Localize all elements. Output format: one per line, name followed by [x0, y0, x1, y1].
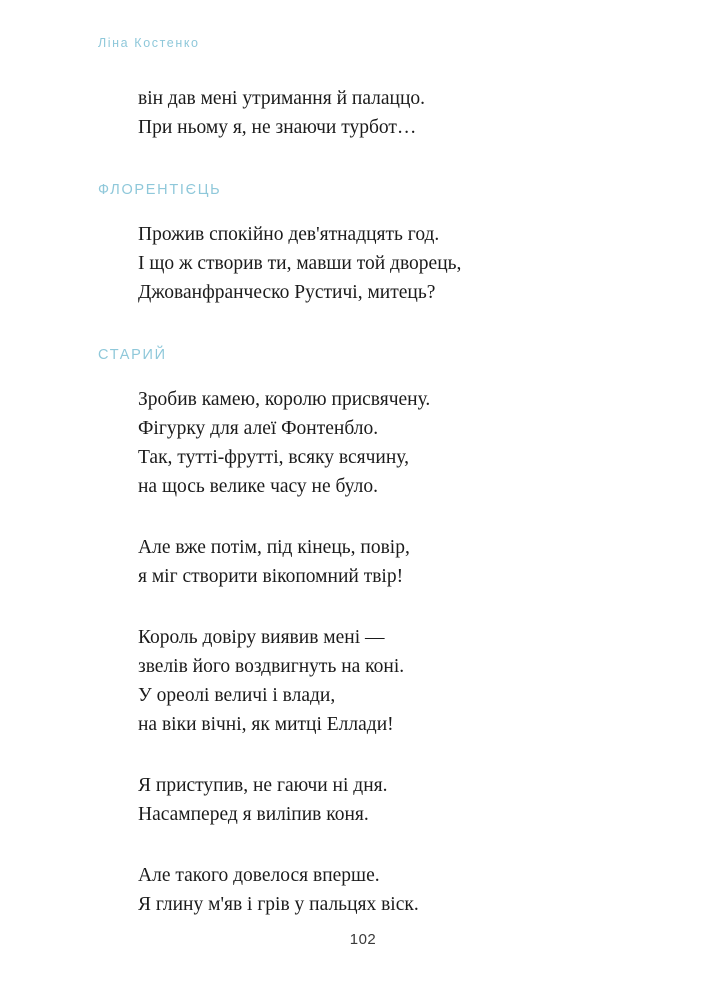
poem-line: Фігурку для алеї Фонтенбло.: [138, 418, 379, 439]
stanza: [98, 533, 618, 591]
poem-line: звелів його воздвигнуть на коні.: [138, 656, 405, 677]
spacer: [98, 333, 618, 347]
stanza: [98, 84, 618, 142]
poem-line: Так, тутті-фрутті, всяку всячину,: [138, 447, 409, 468]
poem-line: І що ж створив ти, мавши той дворець,: [138, 253, 462, 274]
poem-body: [98, 84, 618, 945]
poem-line: на віки вічні, як митці Еллади!: [138, 714, 394, 735]
poem-line: Король довіру виявив мені —: [138, 627, 385, 648]
poem-line: Але такого довелося вперше.: [138, 865, 380, 886]
page-number: 102: [349, 931, 377, 948]
stanza: [98, 861, 618, 919]
poem-line: Зробив камею, королю присвячену.: [138, 389, 431, 410]
poem-line: Я глину м'яв і грів у пальцях віск.: [138, 894, 419, 915]
poem-line: Але вже потім, під кінець, повір,: [138, 537, 410, 558]
speaker-label-staryi: СТАРИЙ: [98, 347, 167, 363]
running-head-author: Ліна Костенко: [98, 36, 200, 50]
poem-line: Джованфранческо Рустичі, митець?: [138, 282, 436, 303]
poem-line: Я приступив, не гаючи ні дня.: [138, 775, 388, 796]
poem-line: У ореолі величі і влади,: [138, 685, 336, 706]
poem-line: він дав мені утримання й палаццо.: [138, 88, 426, 109]
poem-line: Насамперед я виліпив коня.: [138, 804, 369, 825]
stanza: [98, 385, 618, 501]
speaker-label-florentiets: ФЛОРЕНТІЄЦЬ: [98, 182, 222, 198]
poem-line: я міг створити вікопомний твір!: [138, 566, 404, 587]
poem-line: При ньому я, не знаючи турбот…: [138, 117, 417, 138]
stanza: [98, 771, 618, 829]
stanza: [98, 623, 618, 739]
spacer: [98, 168, 618, 182]
poem-line: на щось велике часу не було.: [138, 476, 378, 497]
poem-line: Прожив спокійно дев'ятнадцять год.: [138, 224, 440, 245]
stanza: [98, 220, 618, 307]
